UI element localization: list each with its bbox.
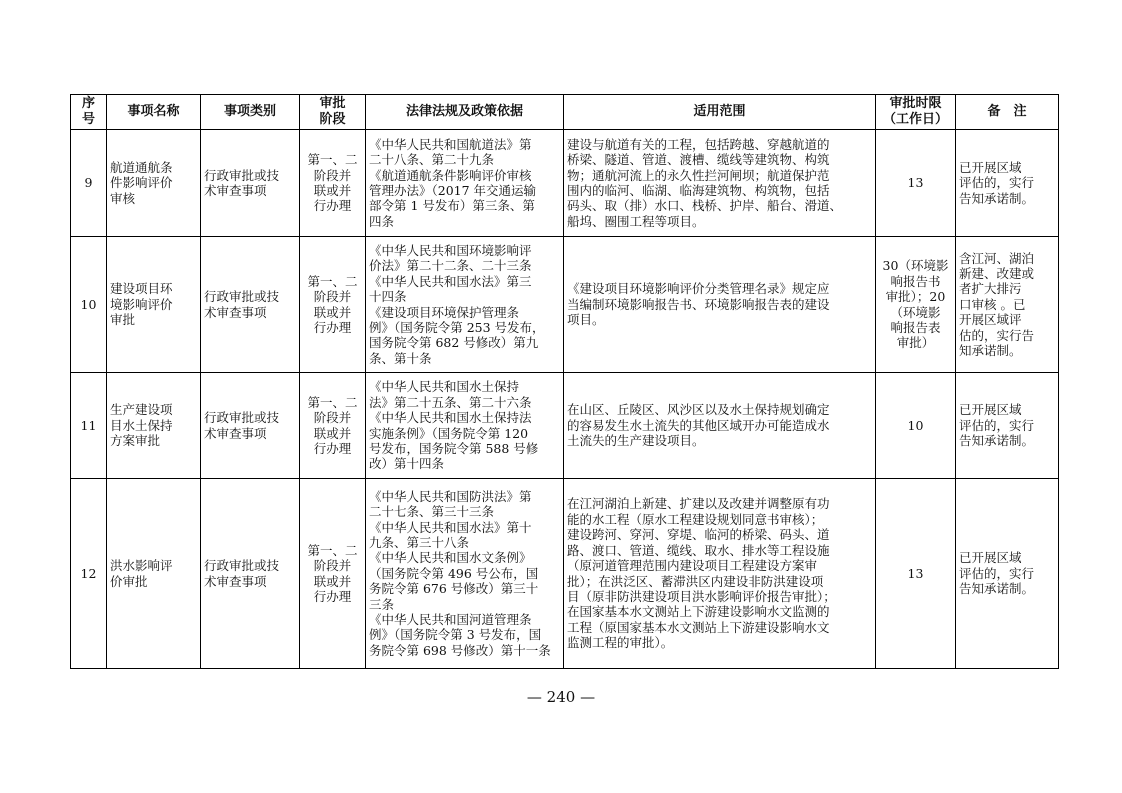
table-row xyxy=(71,373,1059,479)
page-number: — 240 — xyxy=(526,688,596,706)
table-row xyxy=(71,237,1059,373)
row-legal-basis: 《中华人民共和国环境影响评 价法》第二十二条、二十三条 《中华人民共和国水法》第三 十四条 《建设项目环境保护管理条 例》（国务院令第 253 号发布， 国务院令第 682 号修改）第九 条、第十条 xyxy=(366,237,564,373)
row-item-name: 航道通航条 件影响评价 审核 xyxy=(107,130,201,237)
table-row xyxy=(71,479,1059,669)
row-legal-basis: 《中华人民共和国水土保持 法》第二十五条、第二十六条 《中华人民共和国水土保持法 实施条例》（国务院令第 120 号发布，国务院令第 588 号修 改）第十四条 xyxy=(366,373,564,479)
row-item-name: 生产建设项 目水土保持 方案审批 xyxy=(107,373,201,479)
row-remarks: 已开展区域 评估的，实行 告知承诺制。 xyxy=(956,479,1059,669)
row-serial-no: 12 xyxy=(71,479,107,669)
row-approval-stage: 第一、二 阶段并 联或并 行办理 xyxy=(300,130,366,237)
row-scope: 在江河湖泊上新建、扩建以及改建并调整原有功 能的水工程（原水工程建设规划同意书审核）； 建设跨河、穿河、穿堤、临河的桥梁、码头、道 路、渡口、管道、缆线、取水、排水等工程设施 （原河道管理范围内建设项目工程建设方案审 批）；在洪泛区、蓄滞洪区内建设非防洪建设项 目（原非防洪建设项目洪水影响评价报告审批）； 在国家基本水文测站上下游建设影响水文监测的 工程（原国家基本水文测站上下游建设影响水文 监测工程的审批）。 xyxy=(564,479,876,669)
row-scope: 在山区、丘陵区、风沙区以及水土保持规划确定 的容易发生水土流失的其他区域开办可能造成水 土流失的生产建设项目。 xyxy=(564,373,876,479)
row-legal-basis: 《中华人民共和国航道法》第 二十八条、第二十九条 《航道通航条件影响评价审核 管理办法》（2017 年交通运输 部令第 1 号发布）第三条、第 四条 xyxy=(366,130,564,237)
header-approval-stage: 审批 阶段 xyxy=(300,95,366,130)
table-header-row xyxy=(71,95,1059,130)
row-scope: 《建设项目环境影响评价分类管理名录》规定应 当编制环境影响报告书、环境影响报告表的建设 项目。 xyxy=(564,237,876,373)
approval-items-table xyxy=(70,94,1059,669)
row-time-limit: 13 xyxy=(876,479,956,669)
row-time-limit: 10 xyxy=(876,373,956,479)
table-row xyxy=(71,130,1059,237)
row-remarks: 已开展区域 评估的，实行 告知承诺制。 xyxy=(956,130,1059,237)
header-serial-no: 序 号 xyxy=(71,95,107,130)
row-serial-no: 9 xyxy=(71,130,107,237)
header-time-limit: 审批时限 （工作日） xyxy=(876,95,956,130)
row-legal-basis: 《中华人民共和国防洪法》第 二十七条、第三十三条 《中华人民共和国水法》第十 九条、第三十八条 《中华人民共和国水文条例》 （国务院令第 496 号公布，国 务院令第 676 号修改）第三十 三条 《中华人民共和国河道管理条 例》（国务院令第 3 号发布，国 务院令第 698 号修改）第十一条 xyxy=(366,479,564,669)
row-item-name: 建设项目环 境影响评价 审批 xyxy=(107,237,201,373)
row-scope: 建设与航道有关的工程，包括跨越、穿越航道的 桥梁、隧道、管道、渡槽、缆线等建筑物、构筑 物；通航河流上的永久性拦河闸坝；航道保护范 围内的临河、临湖、临海建筑物、构筑物，包括 码头、取（排）水口、栈桥、护岸、船台、滑道、 船坞、圈围工程等项目。 xyxy=(564,130,876,237)
header-scope: 适用范围 xyxy=(564,95,876,130)
row-time-limit: 30（环境影 响报告书 审批）；20 （环境影 响报告表 审批） xyxy=(876,237,956,373)
row-serial-no: 10 xyxy=(71,237,107,373)
row-serial-no: 11 xyxy=(71,373,107,479)
row-approval-stage: 第一、二 阶段并 联或并 行办理 xyxy=(300,479,366,669)
row-approval-stage: 第一、二 阶段并 联或并 行办理 xyxy=(300,373,366,479)
row-item-category: 行政审批或技 术审查事项 xyxy=(201,373,300,479)
header-item-category: 事项类别 xyxy=(201,95,300,130)
row-item-category: 行政审批或技 术审查事项 xyxy=(201,479,300,669)
row-item-category: 行政审批或技 术审查事项 xyxy=(201,237,300,373)
row-item-category: 行政审批或技 术审查事项 xyxy=(201,130,300,237)
row-item-name: 洪水影响评 价审批 xyxy=(107,479,201,669)
row-remarks: 含江河、湖泊 新建、改建或 者扩大排污 口审核 。已 开展区域评 估的，实行告 知承诺制。 xyxy=(956,237,1059,373)
header-remarks: 备 注 xyxy=(956,95,1059,130)
row-time-limit: 13 xyxy=(876,130,956,237)
row-remarks: 已开展区域 评估的，实行 告知承诺制。 xyxy=(956,373,1059,479)
header-item-name: 事项名称 xyxy=(107,95,201,130)
header-legal-basis: 法律法规及政策依据 xyxy=(366,95,564,130)
row-approval-stage: 第一、二 阶段并 联或并 行办理 xyxy=(300,237,366,373)
